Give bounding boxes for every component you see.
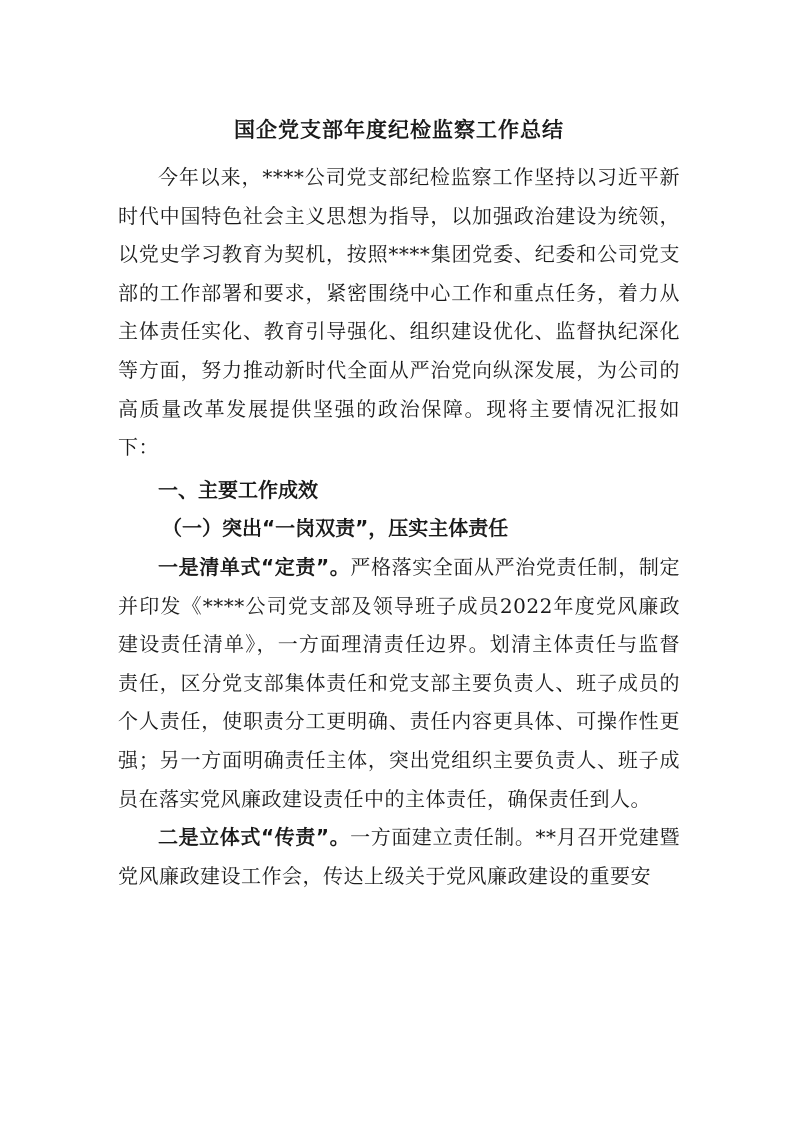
item-two-text: 一方面建立责任制。**月召开党建暨党风廉政建设工作会，传达上级关于党风廉政建设的重要安 [118, 825, 680, 888]
item-two-paragraph [118, 818, 680, 895]
document-title: 国企党支部年度纪检监察工作总结 [234, 118, 564, 142]
item-one-text: 严格落实全面从严治党责任制，制定并印发《****公司党支部及领导班子成员2022年度党风廉政建设责任清单》，一方面理清责任边界。划清主体责任与监督责任，区分党支部集体责任和党支部主要负责人、班子成员的个人责任，使职责分工更明确、责任内容更具体、可操作性更强；另一方面明确责任主体，突出党组织主要负责人、班子成员在落实党风廉政建设责任中的主体责任，确保责任到人。 [118, 554, 680, 811]
item-one-lead: 一是清单式“定责”。 [158, 554, 351, 579]
subsection-heading: （一）突出“一岗双责”，压实主体责任 [162, 516, 509, 541]
document-body [118, 112, 680, 895]
intro-paragraph: 今年以来，****公司党支部纪检监察工作坚持以习近平新时代中国特色社会主义思想为指导，以加强政治建设为统领，以党史学习教育为契机，按照****集团党委、纪委和公司党支部的工作部署和要求，紧密围绕中心工作和重点任务，着力从主体责任实化、教育引导强化、组织建设优化、监督执纪深化等方面，努力推动新时代全面从严治党向纵深发展，为公司的高质量改革发展提供坚强的政治保障。现将主要情况汇报如下： [118, 165, 680, 460]
section-heading: 一、主要工作成效 [158, 477, 318, 502]
item-two-lead: 二是立体式“传责”。 [158, 825, 351, 850]
item-one-paragraph [118, 548, 680, 818]
